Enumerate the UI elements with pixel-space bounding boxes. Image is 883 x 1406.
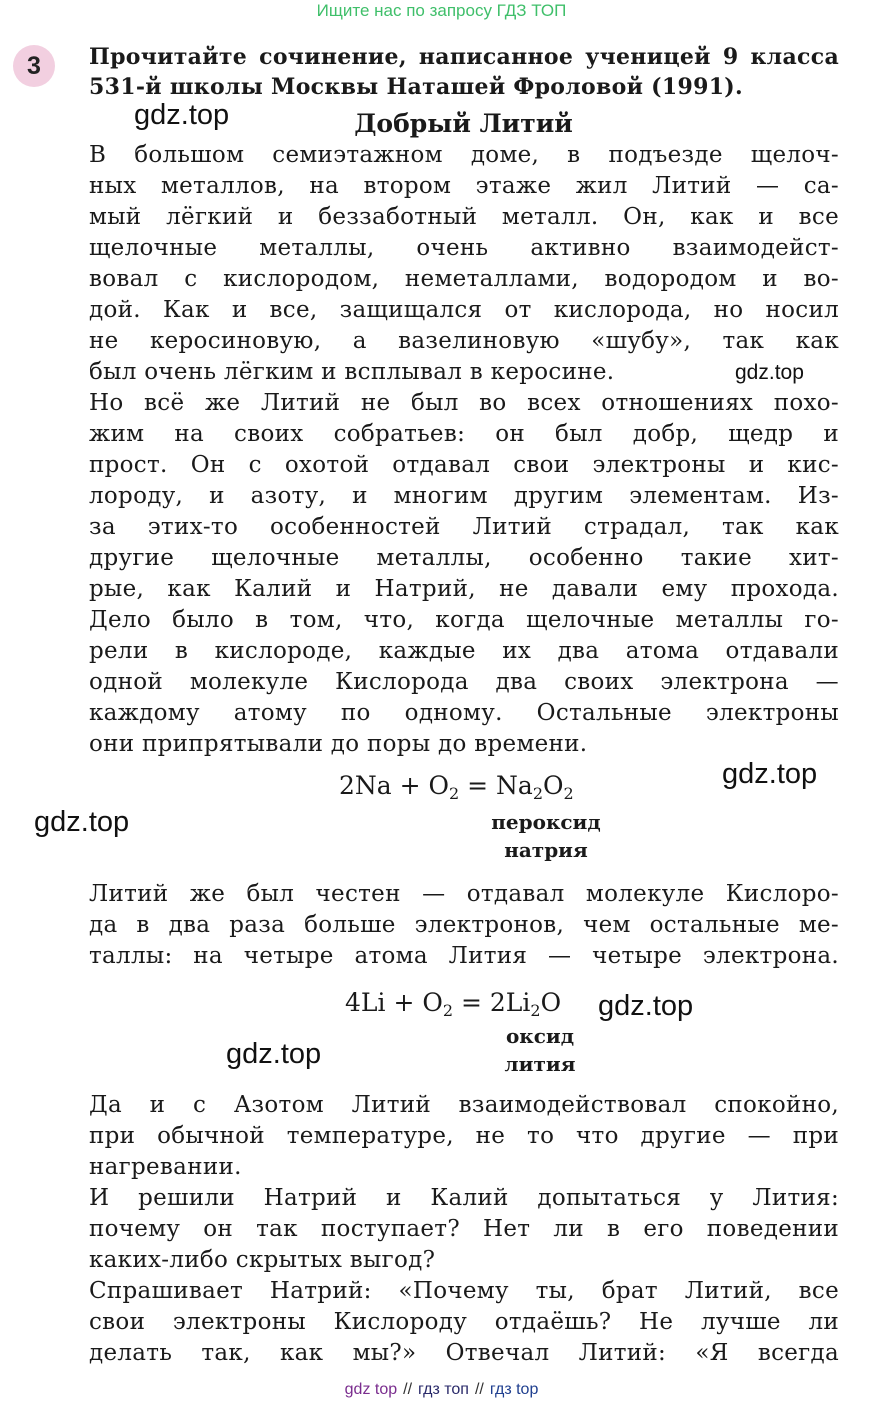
text-line: лороду, и азоту, и многим другим элементам. Из- [89, 483, 839, 509]
text-line: делать так, как мы?» Отвечал Литий: «Я всегда [89, 1340, 839, 1366]
footer-part: gdz top [344, 1381, 398, 1398]
equation-lithium-oxide [345, 987, 561, 1027]
footer-separator: // [474, 1381, 484, 1398]
watermark: gdz.top [34, 806, 130, 838]
equation-subscript: 2 [442, 1001, 454, 1020]
equation-part: = Na [459, 771, 533, 800]
equation-part: O [543, 771, 564, 800]
watermark: gdz.top [735, 361, 804, 384]
equation-subscript: 2 [563, 784, 574, 803]
watermark: gdz.top [134, 99, 230, 131]
top-banner: Ищите нас по запросу ГДЗ ТОП [316, 1, 567, 20]
text-line: жим на своих собратьев: он был добр, щедр и [89, 421, 839, 447]
intro-line: 531-й школы Москвы Наташей Фроловой (1991). [89, 74, 743, 100]
text-line: таллы: на четыре атома Лития — четыре электрона. [89, 943, 839, 969]
equation-part: = 2Li [453, 988, 531, 1017]
text-line: Спрашивает Натрий: «Почему ты, брат Литий, все [89, 1278, 839, 1304]
text-line: И решили Натрий и Калий допытаться у Лития: [89, 1185, 839, 1211]
text-line: одной молекуле Кислорода два своих электрона — [89, 669, 839, 695]
text-line: другие щелочные металлы, особенно такие хит- [89, 545, 839, 571]
equation-sodium-peroxide [339, 770, 574, 810]
text-line: не керосиновую, а вазелиновую «шубу», так как [89, 328, 839, 354]
watermark: gdz.top [598, 990, 694, 1022]
equation-label: натрия [504, 838, 588, 862]
text-line: Но всё же Литий не был во всех отношениях похо- [89, 390, 839, 416]
text-line: ных металлов, на втором этаже жил Литий — са- [89, 173, 839, 199]
text-line: щелочные металлы, очень активно взаимодейст- [89, 235, 839, 261]
footer-part: гдз top [489, 1381, 539, 1398]
equation-label: оксид [505, 1024, 575, 1048]
essay-title: Добрый Литий [354, 109, 573, 138]
equation-part: O [540, 988, 562, 1017]
equation-label: пероксид [491, 810, 601, 834]
equation-label: лития [504, 1052, 576, 1076]
text-line: был очень лёгким и всплывал в керосине. [89, 359, 615, 385]
text-line: каждому атому по одному. Остальные электроны [89, 700, 839, 726]
equation-part: 2Na + O [339, 771, 450, 800]
text-line: вовал с кислородом, неметаллами, водородом и во- [89, 266, 839, 292]
footer-part: гдз топ [418, 1381, 469, 1398]
text-line: дой. Как и все, защищался от кислорода, но носил [89, 297, 839, 323]
text-line: прост. Он с охотой отдавал свои электроны и кис- [89, 452, 839, 478]
text-line: Да и с Азотом Литий взаимодействовал спокойно, [89, 1092, 839, 1118]
text-line: Литий же был честен — отдавал молекуле Кислоро- [89, 881, 839, 907]
equation-subscript: 2 [532, 784, 544, 803]
text-line: за этих-то особенностей Литий страдал, так как [89, 514, 839, 540]
text-line: Дело было в том, что, когда щелочные металлы го- [89, 607, 839, 633]
equation-subscript: 2 [449, 784, 460, 803]
text-line: В большом семиэтажном доме, в подъезде щелоч- [89, 142, 839, 168]
watermark: gdz.top [722, 758, 818, 790]
equation-subscript: 2 [530, 1001, 541, 1020]
watermark: gdz.top [226, 1038, 322, 1070]
intro-line: Прочитайте сочинение, написанное ученицей 9 класса [89, 44, 839, 70]
footer-separator: // [403, 1381, 413, 1398]
text-line: рые, как Калий и Натрий, не давали ему прохода. [89, 576, 839, 602]
text-line: мый лёгкий и беззаботный металл. Он, как и все [89, 204, 839, 230]
text-line: каких-либо скрытых выгод? [89, 1247, 436, 1273]
text-line: да в два раза больше электронов, чем остальные ме- [89, 912, 839, 938]
text-line: они припрятывали до поры до времени. [89, 731, 588, 757]
text-line: свои электроны Кислороду отдаёшь? Не лучше ли [89, 1309, 839, 1335]
text-line: почему он так поступает? Нет ли в его поведении [89, 1216, 839, 1242]
text-line: рели в кислороде, каждые их два атома отдавали [89, 638, 839, 664]
task-number-badge: 3 [13, 45, 55, 87]
footer-watermark [0, 1381, 883, 1399]
text-line: при обычной температуре, не то что другие — при [89, 1123, 839, 1149]
text-line: нагревании. [89, 1154, 242, 1180]
equation-part: 4Li + O [345, 988, 443, 1017]
